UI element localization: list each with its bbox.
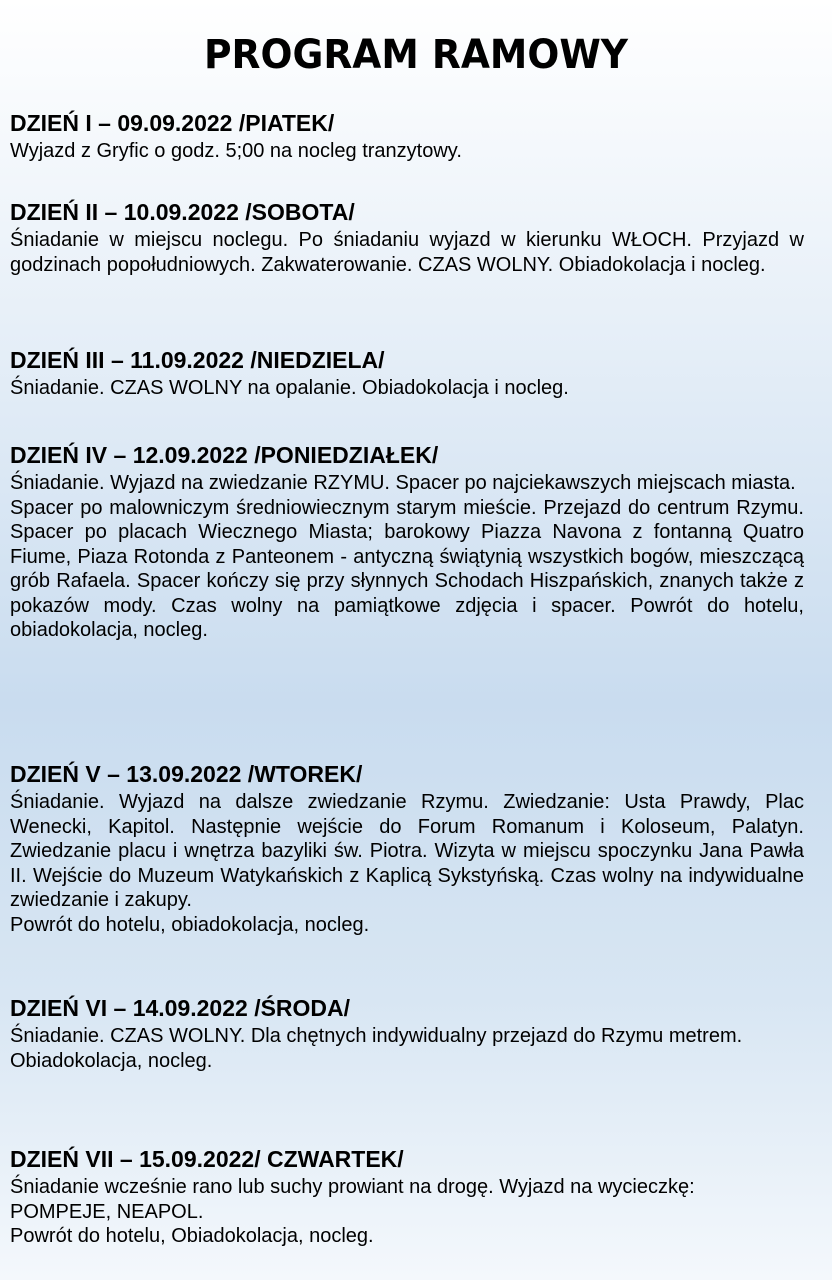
day-heading: DZIEŃ VI – 14.09.2022 /ŚRODA/ bbox=[10, 995, 351, 1021]
day-1 bbox=[10, 109, 804, 164]
day-6 bbox=[10, 994, 804, 1073]
day-description: Śniadanie. Wyjazd na zwiedzanie RZYMU. Spacer po najciekawszych miejscach miasta. bbox=[10, 472, 796, 494]
day-description: Śniadanie w miejscu noclegu. Po śniadaniu wyjazd w kierunku WŁOCH. Przyjazd w godzinach popołudniowych. Zakwaterowanie. CZAS WOLNY. Obiadokolacja i nocleg. bbox=[10, 229, 804, 276]
day-description: Powrót do hotelu, Obiadokolacja, nocleg. bbox=[10, 1225, 374, 1247]
page-title: PROGRAM RAMOWY bbox=[203, 32, 629, 78]
day-4 bbox=[10, 441, 804, 643]
day-description: Obiadokolacja, nocleg. bbox=[10, 1049, 213, 1072]
day-7 bbox=[10, 1145, 804, 1249]
day-2 bbox=[10, 198, 804, 277]
day-heading: DZIEŃ I – 09.09.2022 /PIATEK/ bbox=[10, 110, 335, 136]
day-3 bbox=[10, 346, 804, 401]
day-heading: DZIEŃ III – 11.09.2022 /NIEDZIELA/ bbox=[10, 347, 385, 373]
day-description: Śniadanie. CZAS WOLNY. Dla chętnych indywidualny przejazd do Rzymu metrem. bbox=[10, 1025, 743, 1047]
day-heading: DZIEŃ VII – 15.09.2022/ CZWARTEK/ bbox=[10, 1146, 404, 1172]
day-description: Śniadanie. Wyjazd na dalsze zwiedzanie Rzymu. Zwiedzanie: Usta Prawdy, Plac Wenecki, Kapitol. Następnie wejście do Forum Romanum i Koloseum, Palatyn. Zwiedzanie placu i wnętrza bazyliki św. Piotra. Wizyta w miejscu spoczynku Jana Pawła II. Wejście do Muzeum Watykańskich z Kaplicą Sykstyńską. Czas wolny na indywidualne zwiedzanie i zakupy. bbox=[10, 791, 804, 911]
day-description: Spacer po malowniczym średniowiecznym starym mieście. Przejazd do centrum Rzymu. Spacer po placach Wiecznego Miasta; barokowy Piazza Navona z fontanną Quatro Fiume, Piaza Rotonda z Panteonem - antyczną świątynią wszystkich bogów, mieszczącą grób Rafaela. Spacer kończy się przy słynnych Schodach Hiszpańskich, znanych także z pokazów mody. Czas wolny na pamiątkowe zdjęcia i spacer. Powrót do hotelu, obiadokolacja, nocleg. bbox=[10, 496, 804, 641]
day-description: Powrót do hotelu, obiadokolacja, nocleg. bbox=[10, 913, 370, 936]
day-heading: DZIEŃ V – 13.09.2022 /WTOREK/ bbox=[10, 761, 363, 787]
day-description: Wyjazd z Gryfic o godz. 5;00 na nocleg tranzytowy. bbox=[10, 140, 462, 162]
day-heading: DZIEŃ II – 10.09.2022 /SOBOTA/ bbox=[10, 199, 355, 225]
day-heading: DZIEŃ IV – 12.09.2022 /PONIEDZIAŁEK/ bbox=[10, 442, 439, 468]
day-5 bbox=[10, 760, 804, 937]
day-description: Śniadanie wcześnie rano lub suchy prowiant na drogę. Wyjazd na wycieczkę: POMPEJE, NEAPOL. bbox=[10, 1176, 695, 1223]
day-description: Śniadanie. CZAS WOLNY na opalanie. Obiadokolacja i nocleg. bbox=[10, 377, 569, 399]
